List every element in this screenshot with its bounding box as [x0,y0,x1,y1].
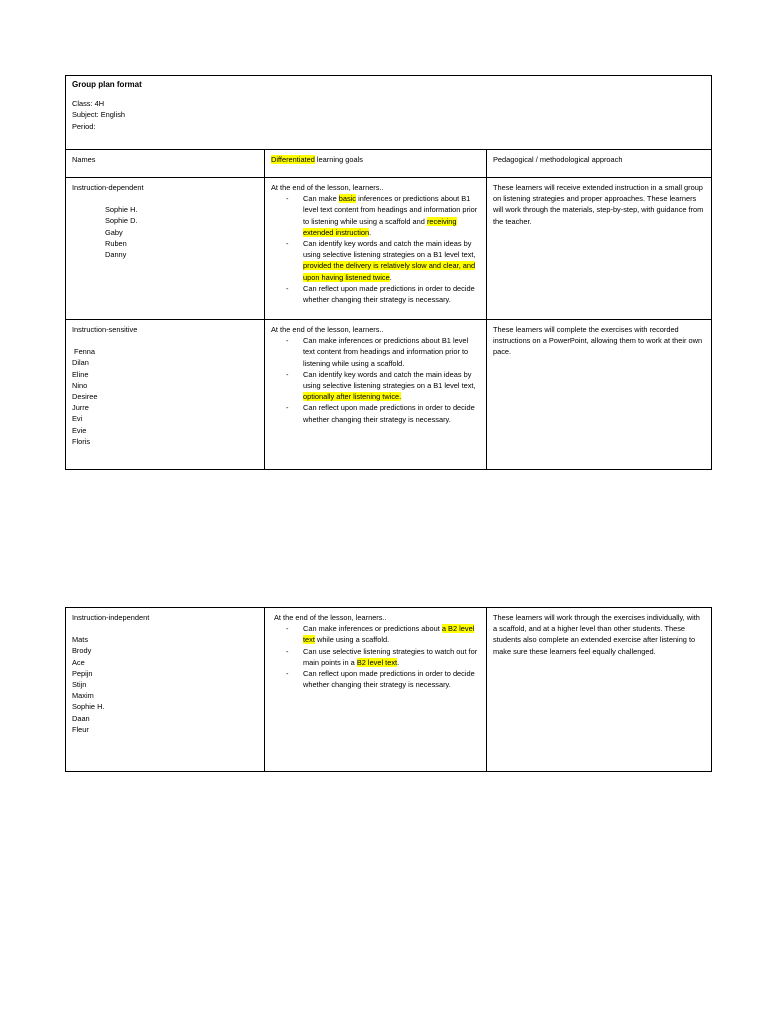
student-name: Gaby [105,227,123,237]
student-name: Sophie H. [72,702,105,712]
period-line: Period: [72,121,96,131]
goal-text: inferences or predictions about B1 level text content from headings and information prior to listening while using a scaffold and [303,194,478,226]
student-name: Daan [72,713,90,723]
goal-highlight: a B2 level text [303,624,475,645]
sensitive-approach-cell: These learners will complete the exercises with recorded instructions on a PowerPoint, allowing them to work at their own pace. [486,320,711,470]
independent-names-cell [66,608,264,771]
student-name: Pepijn [72,668,93,678]
goal-item [303,369,480,403]
goal-text: Can identify key words and catch the main ideas by using selective listening strategies on a B1 level text, [303,369,476,391]
goal-item [303,238,480,283]
goal-highlight: receiving extended instruction [303,216,457,237]
goal-item [303,623,480,645]
goals-list [271,335,480,425]
group-label: Instruction-independent [72,613,150,622]
student-name: Nino [72,380,88,390]
goal-text: while using a scaffold. [314,635,390,645]
goal-item: - Can reflect upon made predictions in order to decide whether changing their strategy is necessary. [303,283,480,305]
student-name: Fenna [72,347,96,357]
dependent-row [66,177,711,320]
sensitive-row [66,319,711,470]
student-name: Ace [72,657,85,667]
group-plan-table [65,75,712,470]
student-name: Desiree [72,392,98,402]
student-name: Dilan [72,358,89,368]
column-header-row [66,149,711,178]
student-name: Mats [72,635,89,645]
goals-header [264,150,486,178]
goal-item [303,646,480,668]
student-name: Danny [105,250,127,260]
goals-list [274,623,480,690]
student-name: Jurre [72,403,89,413]
goal-text: Can make [303,194,339,204]
dependent-approach-cell: These learners will receive extended instruction in a small group on listening strategies and proper approaches. These learners will work through the materials, step-by-step, with guidance from the teacher. [486,178,711,320]
group-plan-table-continued [65,607,712,772]
class-line: Class: 4H [72,99,105,109]
student-list [72,204,258,260]
goals-intro: At the end of the lesson, learners.. [274,613,387,622]
subject-line: Subject: English [72,110,125,120]
sensitive-names-cell [66,320,264,470]
student-name: Sophie H. [105,205,138,215]
group-label: Instruction-dependent [72,183,144,192]
independent-goals-cell [264,608,486,771]
goal-text: . [369,227,372,237]
goals-header-highlight: Differentiated [271,155,315,164]
approach-header: Pedagogical / methodological approach [486,150,711,178]
independent-approach-cell: These learners will work through the exercises individually, with a scaffold, and at a higher level than other students. These students also complete an extended exercise after listening to make sure these learners feel equally challenged. [486,608,711,771]
goals-intro: At the end of the lesson, learners.. [271,183,384,192]
goal-text: . [397,657,400,667]
dependent-goals-cell [264,178,486,320]
goals-list [271,193,480,305]
plan-header [66,76,711,149]
student-name: Brody [72,646,92,656]
dependent-names-cell [66,178,264,320]
sensitive-goals-cell [264,320,486,470]
goal-highlight: basic [338,194,357,204]
goal-text: Can identify key words and catch the main ideas by using selective listening strategies on a B1 level text, [303,239,476,260]
goals-intro: At the end of the lesson, learners.. [271,325,384,334]
student-name: Eline [72,369,89,379]
goal-item: - Can make inferences or predictions about B1 level text content from headings and information prior to listening while using a scaffold. [303,335,480,369]
goals-header-rest: learning goals [314,155,363,164]
student-name: Floris [72,436,91,446]
goal-highlight: optionally after listening twice. [303,392,402,402]
goal-item: - Can reflect upon made predictions in order to decide whether changing their strategy is necessary. [303,402,480,424]
goal-item: - Can reflect upon made predictions in order to decide whether changing their strategy is necessary. [303,668,480,690]
page-title: Group plan format [72,80,142,89]
goal-text: . [389,272,392,282]
goal-text: Can use selective listening strategies to watch out for main points in a [303,646,478,667]
goal-highlight: B2 level text [356,657,398,667]
student-name: Ruben [105,238,127,248]
student-name: Fleur [72,724,89,734]
independent-row [66,608,711,771]
group-label: Instruction-sensitive [72,325,138,334]
student-name: Evi [72,414,83,424]
student-name: Evie [72,425,87,435]
goal-text: Can make inferences or predictions about [303,624,442,634]
student-name: Maxim [72,691,94,701]
goal-highlight: provided the delivery is relatively slow and clear, and upon having listened twice [303,261,476,282]
student-name: Stijn [72,680,87,690]
student-name: Sophie D. [105,216,138,226]
goal-item [303,193,480,238]
names-header: Names [72,155,96,164]
